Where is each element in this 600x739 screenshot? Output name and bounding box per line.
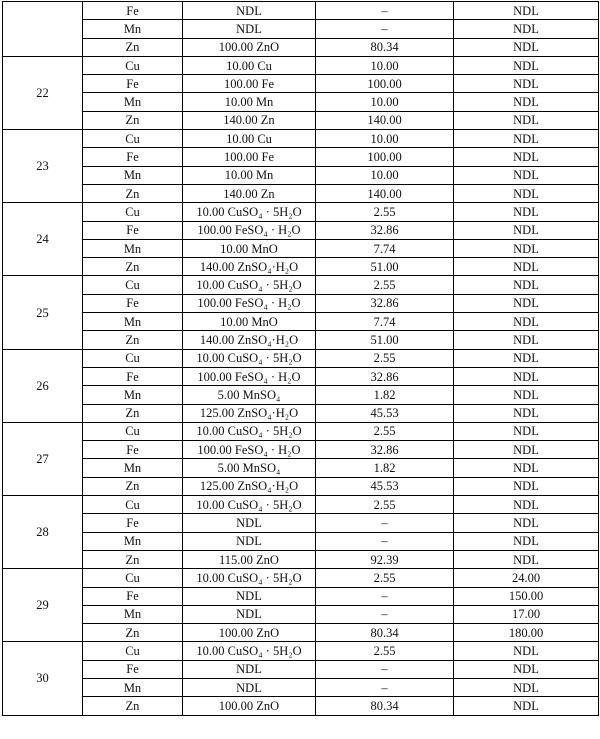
element-cell: Zn	[83, 404, 183, 422]
table-row	[3, 349, 599, 367]
amount-cell: 1.82	[316, 459, 454, 477]
limit-cell: NDL	[454, 441, 599, 459]
amount-cell: 80.34	[316, 624, 454, 642]
amount-cell: 140.00	[316, 184, 454, 202]
amount-cell: 92.39	[316, 550, 454, 568]
source-cell: NDL	[183, 532, 316, 550]
element-cell: Mn	[83, 313, 183, 331]
amount-cell: 2.55	[316, 496, 454, 514]
amount-cell: 51.00	[316, 331, 454, 349]
limit-cell: NDL	[454, 642, 599, 660]
source-cell: 115.00 ZnO	[183, 550, 316, 568]
source-cell: 140.00 Zn	[183, 111, 316, 129]
source-cell: 100.00 ZnO	[183, 624, 316, 642]
source-cell: 10.00 CuSO₄ · 5H₂O	[183, 349, 316, 367]
source-cell: 125.00 ZnSO₄·H₂O	[183, 477, 316, 495]
element-cell: Mn	[83, 605, 183, 623]
source-cell: 10.00 MnO	[183, 313, 316, 331]
table-row	[3, 422, 599, 440]
element-cell: Cu	[83, 569, 183, 587]
source-cell: 10.00 CuSO₄ · 5H₂O	[183, 642, 316, 660]
element-cell: Fe	[83, 221, 183, 239]
limit-cell: NDL	[454, 20, 599, 38]
table-row	[3, 441, 599, 459]
amount-cell: –	[316, 678, 454, 696]
table-row	[3, 75, 599, 93]
limit-cell: NDL	[454, 111, 599, 129]
table-row	[3, 550, 599, 568]
limit-cell: 24.00	[454, 569, 599, 587]
limit-cell: NDL	[454, 239, 599, 257]
amount-cell: 100.00	[316, 148, 454, 166]
table-row	[3, 624, 599, 642]
source-cell: NDL	[183, 514, 316, 532]
limit-cell: NDL	[454, 2, 599, 20]
limit-cell: NDL	[454, 386, 599, 404]
element-cell: Fe	[83, 2, 183, 20]
amount-cell: 32.86	[316, 294, 454, 312]
source-cell: 10.00 CuSO₄ · 5H₂O	[183, 422, 316, 440]
limit-cell: 17.00	[454, 605, 599, 623]
limit-cell: NDL	[454, 404, 599, 422]
table-row	[3, 166, 599, 184]
table-row	[3, 642, 599, 660]
amount-cell: 10.00	[316, 166, 454, 184]
source-cell: 140.00 ZnSO₄·H₂O	[183, 258, 316, 276]
limit-cell: 150.00	[454, 587, 599, 605]
source-cell: 10.00 CuSO₄ · 5H₂O	[183, 203, 316, 221]
element-cell: Zn	[83, 111, 183, 129]
amount-cell: 140.00	[316, 111, 454, 129]
table-row	[3, 93, 599, 111]
group-label-cell: 22	[3, 56, 83, 129]
group-label-cell: 25	[3, 276, 83, 349]
limit-cell: NDL	[454, 422, 599, 440]
source-cell: 10.00 MnO	[183, 239, 316, 257]
element-cell: Fe	[83, 587, 183, 605]
element-cell: Mn	[83, 459, 183, 477]
source-cell: 100.00 FeSO₄ · H₂O	[183, 441, 316, 459]
element-cell: Cu	[83, 203, 183, 221]
limit-cell: NDL	[454, 459, 599, 477]
amount-cell: 45.53	[316, 477, 454, 495]
table-row	[3, 56, 599, 74]
amount-cell: 51.00	[316, 258, 454, 276]
amount-cell: –	[316, 2, 454, 20]
group-label-cell: 24	[3, 203, 83, 276]
element-cell: Zn	[83, 258, 183, 276]
limit-cell: NDL	[454, 496, 599, 514]
source-cell: 100.00 ZnO	[183, 697, 316, 715]
table-row	[3, 678, 599, 696]
source-cell: NDL	[183, 20, 316, 38]
element-cell: Zn	[83, 624, 183, 642]
limit-cell: NDL	[454, 550, 599, 568]
source-cell: 5.00 MnSO₄	[183, 459, 316, 477]
source-cell: 10.00 CuSO₄ · 5H₂O	[183, 496, 316, 514]
table-row	[3, 239, 599, 257]
amount-cell: 32.86	[316, 221, 454, 239]
element-cell: Mn	[83, 166, 183, 184]
limit-cell: NDL	[454, 514, 599, 532]
source-cell: 5.00 MnSO₄	[183, 386, 316, 404]
amount-cell: 2.55	[316, 349, 454, 367]
table-row	[3, 184, 599, 202]
amount-cell: 2.55	[316, 203, 454, 221]
source-cell: NDL	[183, 660, 316, 678]
group-label-cell: 23	[3, 130, 83, 203]
table-row	[3, 386, 599, 404]
group-label-cell: 29	[3, 569, 83, 642]
limit-cell: NDL	[454, 203, 599, 221]
table-row	[3, 38, 599, 56]
amount-cell: 2.55	[316, 642, 454, 660]
element-cell: Cu	[83, 642, 183, 660]
source-cell: 125.00 ZnSO₄·H₂O	[183, 404, 316, 422]
source-cell: NDL	[183, 587, 316, 605]
amount-cell: 7.74	[316, 313, 454, 331]
amount-cell: 100.00	[316, 75, 454, 93]
table-row	[3, 331, 599, 349]
limit-cell: NDL	[454, 367, 599, 385]
element-cell: Cu	[83, 422, 183, 440]
table-row	[3, 294, 599, 312]
element-cell: Mn	[83, 386, 183, 404]
amount-cell: 32.86	[316, 367, 454, 385]
table-row	[3, 221, 599, 239]
limit-cell: NDL	[454, 38, 599, 56]
limit-cell: NDL	[454, 349, 599, 367]
group-label-cell: 30	[3, 642, 83, 715]
table-row	[3, 276, 599, 294]
source-cell: 10.00 Cu	[183, 130, 316, 148]
amount-cell: –	[316, 605, 454, 623]
amount-cell: 10.00	[316, 93, 454, 111]
table-row	[3, 203, 599, 221]
element-cell: Cu	[83, 349, 183, 367]
table-body	[3, 2, 599, 716]
amount-cell: –	[316, 587, 454, 605]
table-row	[3, 605, 599, 623]
element-cell: Zn	[83, 550, 183, 568]
source-cell: NDL	[183, 2, 316, 20]
source-cell: 140.00 ZnSO₄·H₂O	[183, 331, 316, 349]
table-row	[3, 130, 599, 148]
element-cell: Mn	[83, 20, 183, 38]
source-cell: 100.00 FeSO₄ · H₂O	[183, 367, 316, 385]
amount-cell: 10.00	[316, 130, 454, 148]
limit-cell: NDL	[454, 258, 599, 276]
table-row	[3, 697, 599, 715]
limit-cell: NDL	[454, 56, 599, 74]
group-label-cell	[3, 2, 83, 57]
limit-cell: NDL	[454, 331, 599, 349]
amount-cell: –	[316, 514, 454, 532]
table-row	[3, 313, 599, 331]
source-cell: NDL	[183, 678, 316, 696]
element-cell: Fe	[83, 441, 183, 459]
table-row	[3, 148, 599, 166]
amount-cell: 80.34	[316, 697, 454, 715]
limit-cell: NDL	[454, 678, 599, 696]
limit-cell: NDL	[454, 532, 599, 550]
amount-cell: 45.53	[316, 404, 454, 422]
amount-cell: –	[316, 660, 454, 678]
group-label-cell: 27	[3, 422, 83, 495]
element-cell: Cu	[83, 56, 183, 74]
element-cell: Fe	[83, 660, 183, 678]
source-cell: 140.00 Zn	[183, 184, 316, 202]
source-cell: 10.00 Cu	[183, 56, 316, 74]
element-cell: Zn	[83, 38, 183, 56]
source-cell: 100.00 Fe	[183, 75, 316, 93]
amount-cell: –	[316, 532, 454, 550]
table-row	[3, 496, 599, 514]
table-row	[3, 569, 599, 587]
source-cell: NDL	[183, 605, 316, 623]
limit-cell: NDL	[454, 697, 599, 715]
limit-cell: NDL	[454, 313, 599, 331]
amount-cell: 32.86	[316, 441, 454, 459]
element-cell: Fe	[83, 75, 183, 93]
element-cell: Zn	[83, 477, 183, 495]
limit-cell: NDL	[454, 184, 599, 202]
limit-cell: NDL	[454, 130, 599, 148]
amount-cell: 7.74	[316, 239, 454, 257]
table-row	[3, 111, 599, 129]
nutrient-table	[2, 1, 599, 716]
amount-cell: 2.55	[316, 569, 454, 587]
element-cell: Cu	[83, 130, 183, 148]
element-cell: Cu	[83, 496, 183, 514]
source-cell: 10.00 Mn	[183, 166, 316, 184]
element-cell: Cu	[83, 276, 183, 294]
limit-cell: NDL	[454, 294, 599, 312]
limit-cell: 180.00	[454, 624, 599, 642]
element-cell: Mn	[83, 678, 183, 696]
element-cell: Fe	[83, 367, 183, 385]
table-row	[3, 514, 599, 532]
element-cell: Fe	[83, 294, 183, 312]
element-cell: Zn	[83, 184, 183, 202]
source-cell: 100.00 FeSO₄ · H₂O	[183, 221, 316, 239]
element-cell: Mn	[83, 93, 183, 111]
source-cell: 10.00 CuSO₄ · 5H₂O	[183, 569, 316, 587]
limit-cell: NDL	[454, 75, 599, 93]
table-row	[3, 587, 599, 605]
limit-cell: NDL	[454, 221, 599, 239]
limit-cell: NDL	[454, 148, 599, 166]
amount-cell: 2.55	[316, 422, 454, 440]
group-label-cell: 28	[3, 496, 83, 569]
limit-cell: NDL	[454, 660, 599, 678]
amount-cell: 2.55	[316, 276, 454, 294]
table-row	[3, 20, 599, 38]
limit-cell: NDL	[454, 93, 599, 111]
element-cell: Mn	[83, 532, 183, 550]
source-cell: 100.00 ZnO	[183, 38, 316, 56]
limit-cell: NDL	[454, 477, 599, 495]
table-row	[3, 459, 599, 477]
source-cell: 100.00 Fe	[183, 148, 316, 166]
table-row	[3, 404, 599, 422]
table-row	[3, 367, 599, 385]
amount-cell: 10.00	[316, 56, 454, 74]
amount-cell: 80.34	[316, 38, 454, 56]
table-row	[3, 477, 599, 495]
table-row	[3, 258, 599, 276]
source-cell: 10.00 Mn	[183, 93, 316, 111]
limit-cell: NDL	[454, 276, 599, 294]
source-cell: 100.00 FeSO₄ · H₂O	[183, 294, 316, 312]
table-row	[3, 2, 599, 20]
source-cell: 10.00 CuSO₄ · 5H₂O	[183, 276, 316, 294]
group-label-cell: 26	[3, 349, 83, 422]
element-cell: Zn	[83, 331, 183, 349]
element-cell: Mn	[83, 239, 183, 257]
limit-cell: NDL	[454, 166, 599, 184]
table-row	[3, 660, 599, 678]
element-cell: Zn	[83, 697, 183, 715]
amount-cell: –	[316, 20, 454, 38]
element-cell: Fe	[83, 514, 183, 532]
page-mark	[215, 730, 221, 734]
amount-cell: 1.82	[316, 386, 454, 404]
element-cell: Fe	[83, 148, 183, 166]
table-row	[3, 532, 599, 550]
